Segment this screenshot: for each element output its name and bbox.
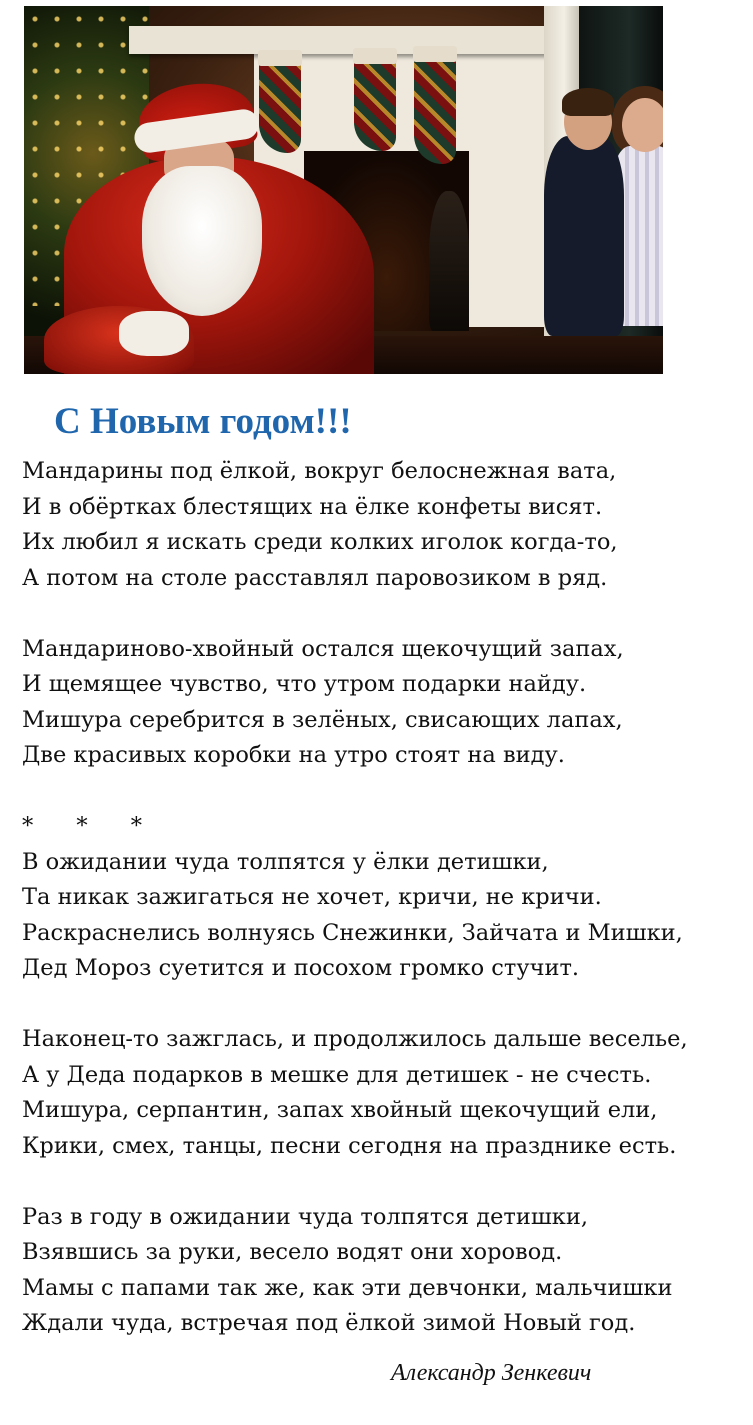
poem-line: И щемящее чувство, что утром подарки найду. [22,671,587,697]
boy-hair [562,88,614,116]
poem-line: Раз в году в ожидании чуда толпятся детишки, [22,1203,588,1230]
poem-line: В ожидании чуда толпятся у ёлки детишки, [22,848,549,875]
stanza-gap [22,774,747,810]
stanza [22,1200,747,1342]
author-signature: Александр Зенкевич [391,1360,592,1386]
stanza-gap [22,987,747,1023]
poem-line: Дед Мороз суетится и посохом громко стучит. [22,955,580,981]
stanza [22,632,747,774]
stocking-cuff [258,50,302,66]
poem-line: Мандарины под ёлкой, вокруг белоснежная вата, [22,458,617,484]
girl-face [622,98,663,152]
poem-line: Их любил я искать среди колких иголок когда-то, [22,529,618,555]
poem-line: И в обёртках блестящих на ёлке конфеты висят. [22,493,603,520]
poem-line: Мандариново-хвойный остался щекочущий запах, [22,635,624,662]
poem-line: Мамы с папами так же, как эти девчонки, мальчишки [22,1274,673,1301]
santa-beard [142,166,262,316]
poem-line: Взявшись за руки, весело водят они хоровод. [22,1239,563,1265]
poem-line: Крики, смех, танцы, песни сегодня на празднике есть. [22,1132,677,1159]
stanza [22,845,747,987]
stanza [22,1022,747,1164]
poem-line: А у Деда подарков в мешке для детишек - не счесть. [22,1061,652,1088]
section-separator: * * * [22,813,161,839]
boy-pajamas [544,136,624,336]
poem-body [22,454,747,1342]
poem-line: А потом на столе расставлял паровозиком в ряд. [22,564,608,591]
stanza-gap [22,596,747,632]
poem-line: Та никак зажигаться не хочет, кричи, не кричи. [22,884,602,910]
stocking [259,58,301,153]
santa-fireplace-photo [24,6,663,374]
stanza [22,454,747,596]
poem-line: Раскраснелись волнуясь Снежинки, Зайчата и Мишки, [22,919,683,946]
stanza-gap [22,1164,747,1200]
stocking-cuff [413,46,457,62]
poem-line: Две красивых коробки на утро стоят на виду. [22,742,565,768]
stocking [354,56,396,151]
mantel-shelf [129,26,569,54]
stocking [414,54,456,164]
poem-line: Ждали чуда, встречая под ёлкой зимой Новый год. [22,1310,636,1336]
poem-line: Мишура серебрится в зелёных, свисающих лапах, [22,706,623,733]
stocking-cuff [353,48,397,64]
poem-line: Мишура, серпантин, запах хвойный щекочущий ели, [22,1097,658,1123]
poem-title: С Новым годом!!! [54,401,352,442]
poem-line: Наконец-то зажглась, и продолжилось дальше веселье, [22,1026,688,1052]
santa-glove [119,311,189,356]
angel-figurine [429,191,469,331]
